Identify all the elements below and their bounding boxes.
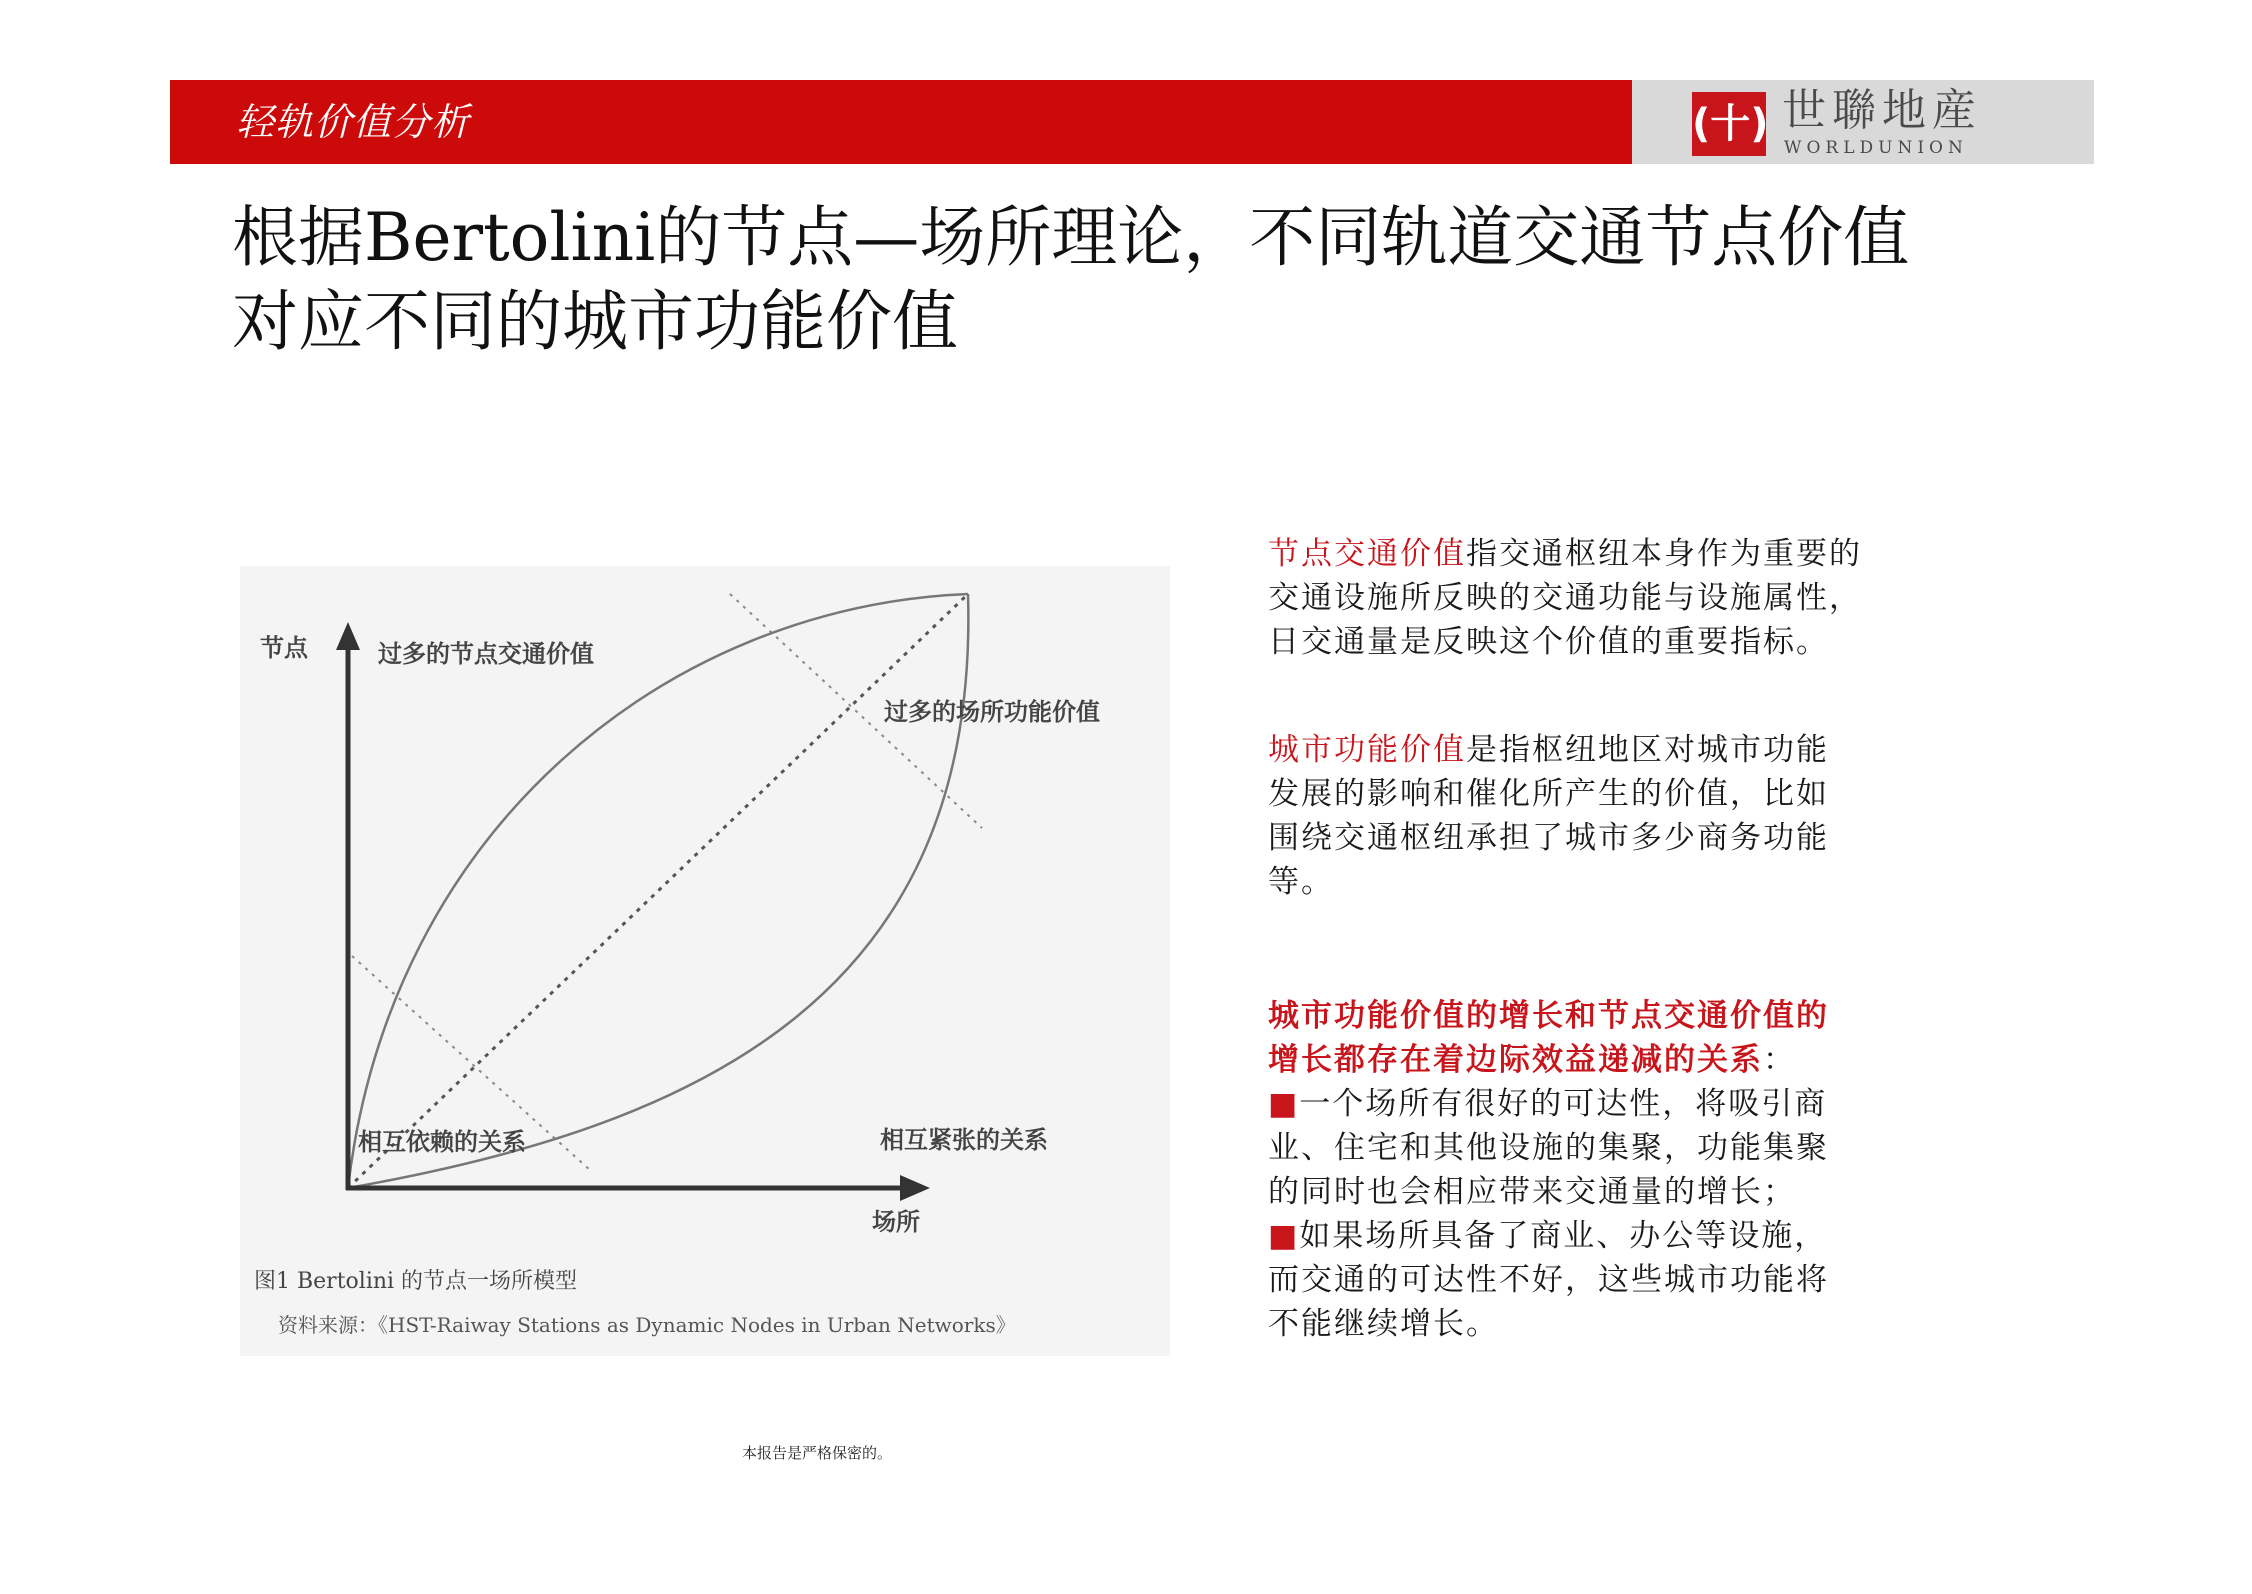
p3-heading-line-2 (1268, 1038, 1988, 1082)
x-axis-label: 场所 (872, 1208, 920, 1236)
p1-line-1-rest: 指交通枢纽本身作为重要的 (1466, 536, 1862, 572)
p3-heading-line-1: 城市功能价值的增长和节点交通价值的 (1268, 998, 1829, 1034)
p3-bullet-1-line-1 (1268, 1082, 1988, 1126)
p1-term: 节点交通价值 (1268, 536, 1466, 572)
section-title: 轻轨价值分析 (236, 100, 471, 144)
logo-english-name: WORLDUNION (1784, 138, 1968, 158)
y-axis-arrow-icon (336, 622, 360, 650)
logo-mark-text: (十) (1692, 101, 1769, 147)
logo-chinese-name: 世聯地産 (1782, 85, 1982, 136)
p2-line-1-rest: 是指枢纽地区对城市功能 (1466, 732, 1829, 768)
confidentiality-footer: 本报告是严格保密的。 (742, 1444, 893, 1462)
node-place-diagram (240, 566, 1170, 1356)
page-title-line-2: 对应不同的城市功能价值 (232, 283, 958, 360)
p1-line-3: 日交通量是反映这个价值的重要指标。 (1268, 624, 1829, 660)
p3-bullet-1-line-2: 业、住宅和其他设施的集聚，功能集聚 (1268, 1130, 1829, 1166)
p1-line-2: 交通设施所反映的交通功能与设施属性， (1268, 580, 1862, 616)
p2-line-4: 等。 (1268, 864, 1334, 900)
page-title-line-1: 根据Bertolini的节点—场所理论，不同轨道交通节点价值 (232, 199, 1910, 276)
page-title (232, 196, 2032, 364)
bullet-square-icon: ■ (1268, 1218, 1300, 1254)
node-place-model-figure (240, 566, 1170, 1356)
figure-source: 资料来源：《HST-Raiway Stations as Dynamic Nodes in Urban Networks》 (278, 1313, 1016, 1337)
paragraph-node-traffic-value (1268, 532, 1988, 664)
p3-bullet-2-text: 如果场所具备了商业、办公等设施， (1299, 1218, 1828, 1254)
header-bar (170, 80, 1632, 164)
bullet-square-icon: ■ (1268, 1086, 1300, 1122)
p3-bullet-2-line-1 (1268, 1214, 1988, 1258)
x-axis-arrow-icon (900, 1175, 930, 1201)
p2-line-3: 围绕交通枢纽承担了城市多少商务功能 (1268, 820, 1829, 856)
p3-bullet-1-text: 一个场所有很好的可达性，将吸引商 (1299, 1086, 1828, 1122)
p3-bullet-2-line-3: 不能继续增长。 (1268, 1306, 1499, 1342)
paragraph-diminishing-returns (1268, 994, 1988, 1346)
p2-line-2: 发展的影响和催化所产生的价值，比如 (1268, 776, 1829, 812)
figure-caption: 图1 Bertolini 的节点一场所模型 (254, 1269, 578, 1294)
y-axis-label: 节点 (260, 634, 308, 662)
label-excess-node-value: 过多的节点交通价值 (378, 640, 594, 668)
p3-heading-colon: ： (1763, 1042, 1796, 1078)
paragraph-urban-function-value (1268, 728, 1988, 904)
label-interdependent: 相互依赖的关系 (358, 1128, 526, 1156)
logo-mark-icon (1692, 92, 1769, 156)
company-logo (1632, 80, 2094, 164)
p3-bullet-2-line-2: 而交通的可达性不好，这些城市功能将 (1268, 1262, 1829, 1298)
label-tension: 相互紧张的关系 (880, 1126, 1048, 1154)
p3-heading-line-2-text: 增长都存在着边际效益递减的关系 (1268, 1042, 1763, 1078)
label-excess-place-value: 过多的场所功能价值 (884, 698, 1100, 726)
p2-line-1 (1268, 728, 1988, 772)
p1-line-1 (1268, 532, 1988, 576)
p3-bullet-1-line-3: 的同时也会相应带来交通量的增长； (1268, 1174, 1796, 1210)
p2-term: 城市功能价值 (1268, 732, 1466, 768)
